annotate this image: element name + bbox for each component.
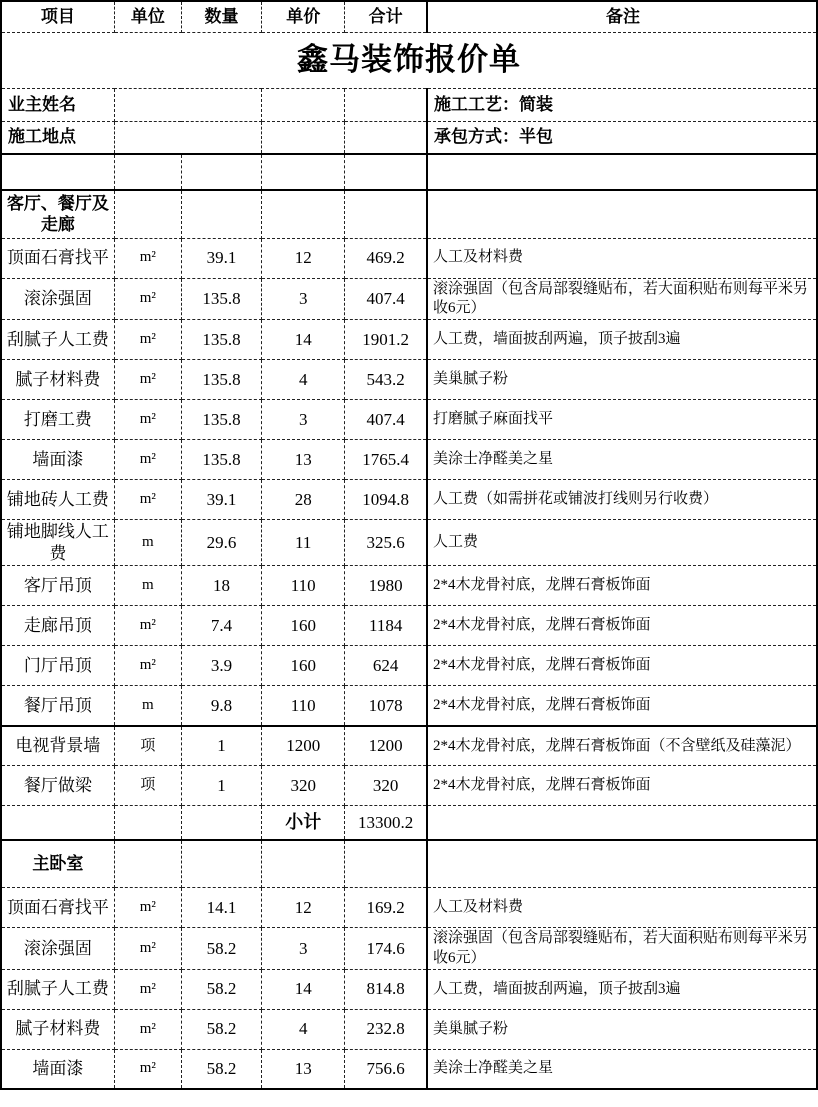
total-cell: 1078 [345, 686, 427, 726]
qty-cell: 14.1 [181, 888, 261, 928]
total-cell: 407.4 [345, 399, 427, 439]
empty-cell [345, 154, 427, 190]
item-row [1, 359, 817, 399]
item-cell: 走廊吊顶 [1, 606, 114, 646]
item-cell: 客厅、餐厅及走廊 [1, 190, 114, 238]
contract-method-text: 承包方式：半包 [427, 121, 817, 154]
unit-price-cell: 3 [262, 399, 345, 439]
section-row [1, 190, 817, 238]
total-cell [345, 190, 427, 238]
unit-cell: m² [114, 888, 181, 928]
item-row [1, 399, 817, 439]
unit-price-cell: 320 [262, 766, 345, 806]
item-cell: 滚涂强固 [1, 278, 114, 319]
note-cell: 2*4木龙骨衬底，龙牌石膏板饰面 [427, 646, 817, 686]
note-cell: 2*4木龙骨衬底，龙牌石膏板饰面 [427, 606, 817, 646]
unit-cell: m² [114, 969, 181, 1009]
item-cell: 门厅吊顶 [1, 646, 114, 686]
owner-row [1, 88, 817, 121]
item-row [1, 888, 817, 928]
item-cell: 刮腻子人工费 [1, 969, 114, 1009]
total-cell: 1200 [345, 726, 427, 766]
unit-price-cell: 14 [262, 319, 345, 359]
qty-cell: 3.9 [181, 646, 261, 686]
item-row [1, 606, 817, 646]
construction-site-label: 施工地点 [1, 121, 114, 154]
col-header-total: 合计 [345, 1, 427, 32]
empty-cell [345, 88, 427, 121]
unit-cell: m² [114, 439, 181, 479]
spacer-row [1, 154, 817, 190]
unit-price-cell: 160 [262, 646, 345, 686]
total-cell: 320 [345, 766, 427, 806]
item-row [1, 1009, 817, 1049]
item-cell: 刮腻子人工费 [1, 319, 114, 359]
qty-cell: 58.2 [181, 969, 261, 1009]
qty-cell [181, 190, 261, 238]
page-title: 鑫马装饰报价单 [1, 32, 817, 88]
unit-price-cell: 1200 [262, 726, 345, 766]
col-header-item: 项目 [1, 1, 114, 32]
owner-name-value-cell [114, 88, 261, 121]
total-cell: 1765.4 [345, 439, 427, 479]
unit-cell: m² [114, 399, 181, 439]
empty-cell [114, 154, 181, 190]
qty-cell: 58.2 [181, 1009, 261, 1049]
note-cell: 美巢腻子粉 [427, 359, 817, 399]
qty-cell: 135.8 [181, 399, 261, 439]
unit-price-cell: 13 [262, 439, 345, 479]
total-cell: 169.2 [345, 888, 427, 928]
item-row [1, 566, 817, 606]
note-cell: 2*4木龙骨衬底，龙牌石膏板饰面 [427, 566, 817, 606]
unit-price-cell: 3 [262, 928, 345, 969]
unit-cell: m² [114, 1009, 181, 1049]
empty-cell [1, 154, 114, 190]
empty-cell [427, 154, 817, 190]
unit-cell: 项 [114, 726, 181, 766]
qty-cell: 39.1 [181, 479, 261, 519]
qty-cell: 29.6 [181, 519, 261, 566]
total-cell: 1901.2 [345, 319, 427, 359]
note-cell: 人工及材料费 [427, 888, 817, 928]
total-cell: 469.2 [345, 238, 427, 278]
qty-cell: 18 [181, 566, 261, 606]
note-cell: 人工费，墙面披刮两遍，顶子披刮3遍 [427, 969, 817, 1009]
col-header-unit-price: 单价 [262, 1, 345, 32]
total-cell [345, 840, 427, 888]
empty-cell [262, 121, 345, 154]
item-row [1, 479, 817, 519]
note-cell: 2*4木龙骨衬底，龙牌石膏板饰面（不含壁纸及硅藻泥） [427, 726, 817, 766]
note-cell: 2*4木龙骨衬底，龙牌石膏板饰面 [427, 766, 817, 806]
qty-cell: 9.8 [181, 686, 261, 726]
item-cell [1, 806, 114, 840]
qty-cell: 1 [181, 726, 261, 766]
unit-price-cell: 11 [262, 519, 345, 566]
unit-cell: m² [114, 928, 181, 969]
note-cell: 打磨腻子麻面找平 [427, 399, 817, 439]
item-cell: 铺地脚线人工费 [1, 519, 114, 566]
unit-cell [114, 190, 181, 238]
note-cell: 人工费（如需拼花或铺波打线则另行收费） [427, 479, 817, 519]
note-cell: 人工费 [427, 519, 817, 566]
item-cell: 墙面漆 [1, 1049, 114, 1089]
item-cell: 餐厅吊顶 [1, 686, 114, 726]
total-cell: 1980 [345, 566, 427, 606]
item-row [1, 319, 817, 359]
total-cell: 1184 [345, 606, 427, 646]
site-row [1, 121, 817, 154]
unit-price-cell: 28 [262, 479, 345, 519]
unit-price-cell: 4 [262, 1009, 345, 1049]
total-cell: 407.4 [345, 278, 427, 319]
item-row [1, 969, 817, 1009]
unit-price-cell: 160 [262, 606, 345, 646]
total-cell: 543.2 [345, 359, 427, 399]
item-cell: 客厅吊顶 [1, 566, 114, 606]
col-header-unit: 单位 [114, 1, 181, 32]
unit-price-cell [262, 190, 345, 238]
unit-price-cell: 小计 [262, 806, 345, 840]
empty-cell [345, 121, 427, 154]
item-cell: 顶面石膏找平 [1, 888, 114, 928]
item-cell: 电视背景墙 [1, 726, 114, 766]
total-cell: 174.6 [345, 928, 427, 969]
qty-cell: 1 [181, 766, 261, 806]
qty-cell: 135.8 [181, 359, 261, 399]
owner-name-label: 业主姓名 [1, 88, 114, 121]
unit-cell: m² [114, 479, 181, 519]
note-cell [427, 840, 817, 888]
note-cell: 人工费，墙面披刮两遍，顶子披刮3遍 [427, 319, 817, 359]
unit-cell: m² [114, 319, 181, 359]
section-row [1, 840, 817, 888]
col-header-note: 备注 [427, 1, 817, 32]
note-cell: 美巢腻子粉 [427, 1009, 817, 1049]
item-cell: 铺地砖人工费 [1, 479, 114, 519]
empty-cell [262, 154, 345, 190]
qty-cell [181, 840, 261, 888]
empty-cell [181, 154, 261, 190]
unit-cell: 项 [114, 766, 181, 806]
item-cell: 顶面石膏找平 [1, 238, 114, 278]
note-cell: 滚涂强固（包含局部裂缝贴布，若大面积贴布则每平米另收6元） [427, 278, 817, 319]
qty-cell: 135.8 [181, 319, 261, 359]
item-row [1, 726, 817, 766]
unit-cell: m² [114, 606, 181, 646]
qty-cell: 135.8 [181, 439, 261, 479]
unit-cell: m² [114, 278, 181, 319]
qty-cell [181, 806, 261, 840]
unit-cell: m [114, 686, 181, 726]
qty-cell: 7.4 [181, 606, 261, 646]
unit-cell: m² [114, 1049, 181, 1089]
unit-price-cell: 4 [262, 359, 345, 399]
item-cell: 滚涂强固 [1, 928, 114, 969]
qty-cell: 58.2 [181, 928, 261, 969]
item-row [1, 439, 817, 479]
item-row [1, 278, 817, 319]
unit-cell [114, 840, 181, 888]
construction-process-text: 施工工艺：简装 [427, 88, 817, 121]
item-cell: 主卧室 [1, 840, 114, 888]
empty-cell [262, 88, 345, 121]
item-row [1, 928, 817, 969]
qty-cell: 135.8 [181, 278, 261, 319]
note-cell: 滚涂强固（包含局部裂缝贴布，若大面积贴布则每平米另收6元） [427, 928, 817, 969]
unit-price-cell: 110 [262, 566, 345, 606]
quote-table-body [1, 190, 817, 1089]
unit-cell: m² [114, 238, 181, 278]
unit-cell: m [114, 566, 181, 606]
total-cell: 13300.2 [345, 806, 427, 840]
total-cell: 624 [345, 646, 427, 686]
item-row [1, 686, 817, 726]
item-row [1, 519, 817, 566]
note-cell: 2*4木龙骨衬底，龙牌石膏板饰面 [427, 686, 817, 726]
unit-price-cell: 12 [262, 238, 345, 278]
item-row [1, 1049, 817, 1089]
unit-price-cell [262, 840, 345, 888]
total-cell: 814.8 [345, 969, 427, 1009]
title-row [1, 32, 817, 88]
construction-site-value-cell [114, 121, 261, 154]
item-row [1, 646, 817, 686]
note-cell [427, 190, 817, 238]
col-header-qty: 数量 [181, 1, 261, 32]
item-row [1, 766, 817, 806]
subtotal-row [1, 806, 817, 840]
item-cell: 打磨工费 [1, 399, 114, 439]
unit-price-cell: 3 [262, 278, 345, 319]
item-cell: 腻子材料费 [1, 1009, 114, 1049]
column-header-row [1, 1, 817, 32]
note-cell: 美涂士净醛美之星 [427, 1049, 817, 1089]
item-cell: 餐厅做梁 [1, 766, 114, 806]
note-cell: 人工及材料费 [427, 238, 817, 278]
qty-cell: 39.1 [181, 238, 261, 278]
unit-cell: m² [114, 646, 181, 686]
item-row [1, 238, 817, 278]
unit-cell: m² [114, 359, 181, 399]
total-cell: 232.8 [345, 1009, 427, 1049]
unit-cell [114, 806, 181, 840]
note-cell: 美涂士净醛美之星 [427, 439, 817, 479]
total-cell: 756.6 [345, 1049, 427, 1089]
item-cell: 腻子材料费 [1, 359, 114, 399]
header-block [1, 32, 817, 190]
total-cell: 325.6 [345, 519, 427, 566]
unit-price-cell: 110 [262, 686, 345, 726]
item-cell: 墙面漆 [1, 439, 114, 479]
unit-price-cell: 13 [262, 1049, 345, 1089]
unit-price-cell: 14 [262, 969, 345, 1009]
qty-cell: 58.2 [181, 1049, 261, 1089]
note-cell [427, 806, 817, 840]
unit-price-cell: 12 [262, 888, 345, 928]
unit-cell: m [114, 519, 181, 566]
total-cell: 1094.8 [345, 479, 427, 519]
